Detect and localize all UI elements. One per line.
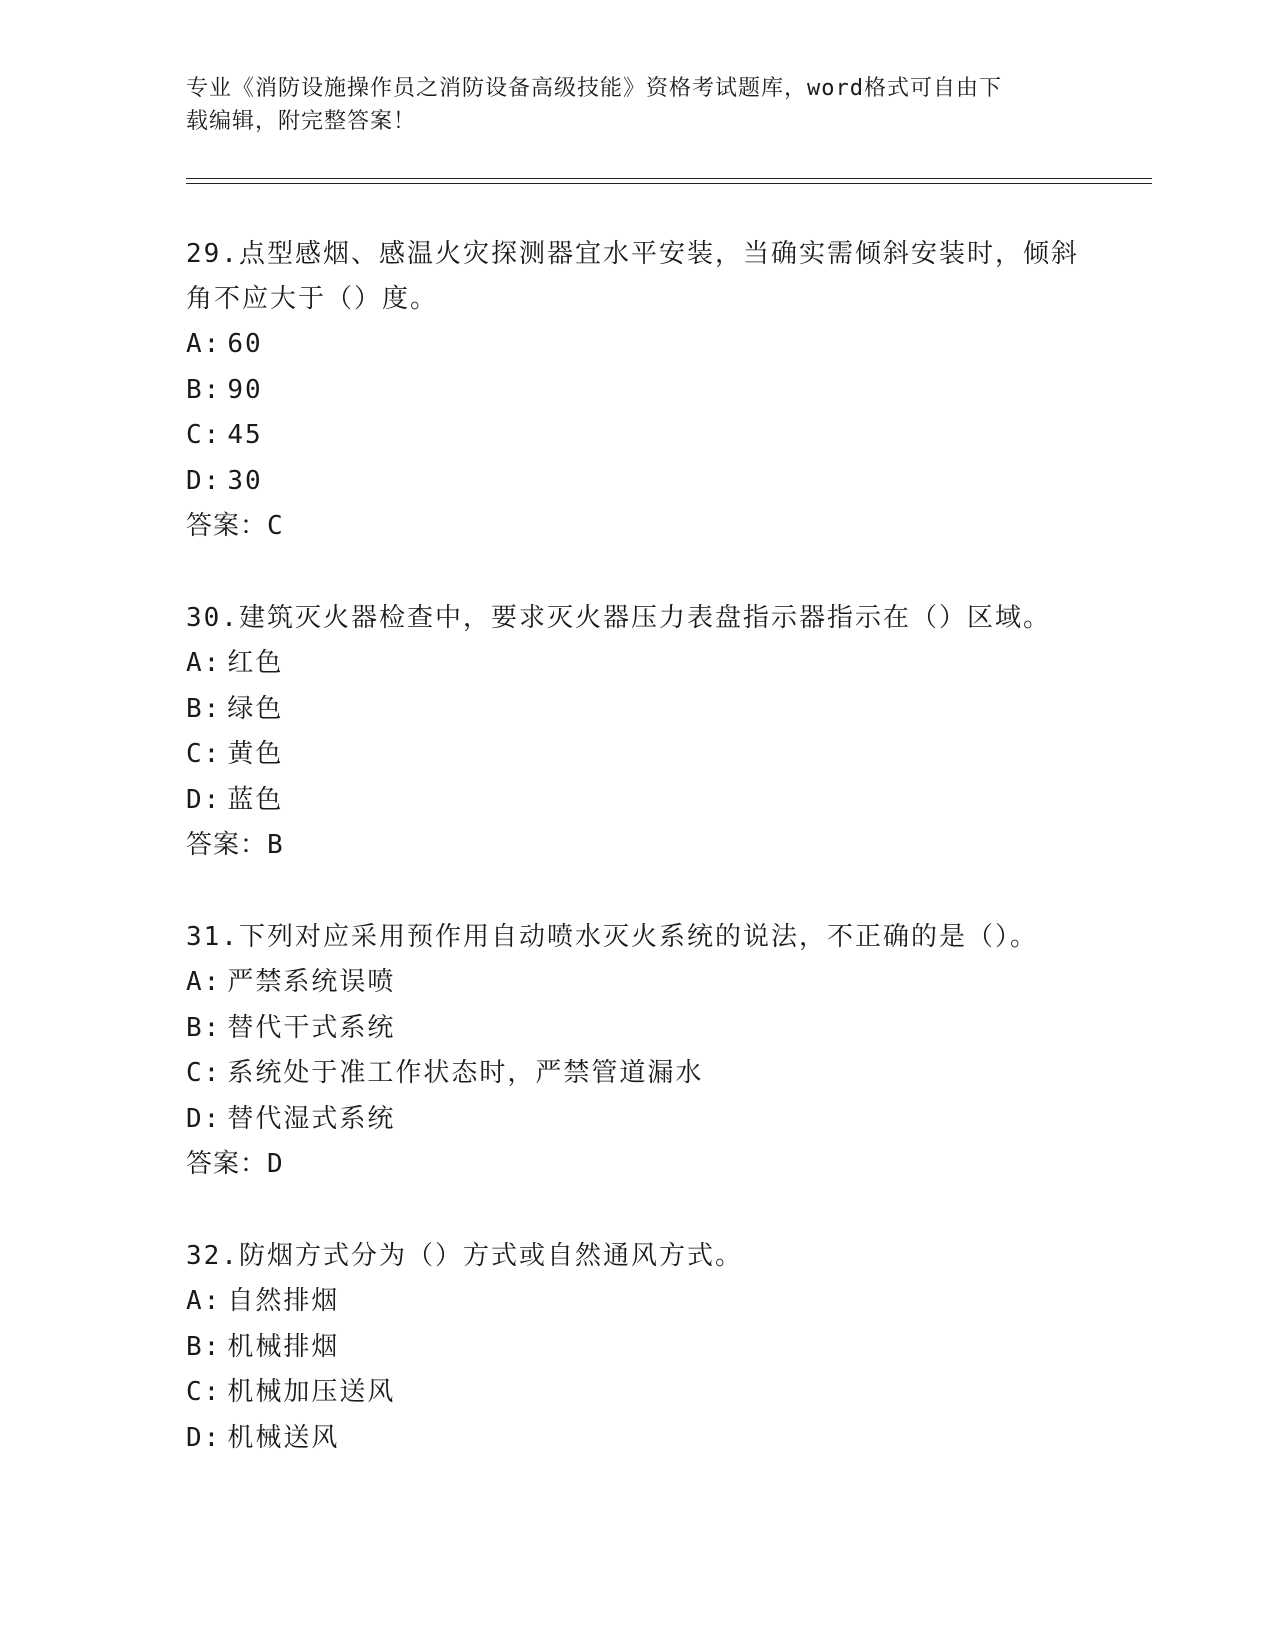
option-d xyxy=(186,778,1086,824)
option-text: 机械加压送风 xyxy=(227,1377,396,1407)
option-text: 30 xyxy=(227,465,263,496)
option-letter: D: xyxy=(186,465,222,496)
option-letter: A: xyxy=(186,967,222,997)
option-d xyxy=(186,1416,1086,1462)
option-letter: B: xyxy=(186,1331,222,1362)
option-letter: C: xyxy=(186,1058,222,1088)
answer-value: D xyxy=(267,1149,284,1179)
header-line-1: 专业《消防设施操作员之消防设备高级技能》资格考试题库，word格式可自由下 xyxy=(186,76,1002,101)
option-letter: D: xyxy=(186,784,222,815)
question-stem: 31.下列对应采用预作用自动喷水灭火系统的说法，不正确的是（）。 xyxy=(186,922,1038,952)
option-text: 替代干式系统 xyxy=(227,1012,396,1043)
option-c xyxy=(186,732,1086,778)
option-letter: B: xyxy=(186,693,222,724)
question-31 xyxy=(186,915,1086,1188)
header-divider-bottom xyxy=(186,183,1152,184)
option-letter: C: xyxy=(186,1377,222,1407)
answer-label: 答案： xyxy=(186,830,268,860)
answer-label: 答案： xyxy=(186,1149,268,1179)
option-letter: A: xyxy=(186,329,222,359)
option-text: 机械排烟 xyxy=(227,1331,340,1362)
option-b xyxy=(186,1006,1086,1052)
question-stem: 30.建筑灭火器检查中，要求灭火器压力表盘指示器指示在（）区域。 xyxy=(186,603,1051,633)
option-letter: A: xyxy=(186,1286,222,1316)
option-text: 45 xyxy=(227,420,263,450)
option-c xyxy=(186,413,1086,459)
document-header xyxy=(186,72,1086,138)
option-a xyxy=(186,960,1086,1006)
option-letter: C: xyxy=(186,739,222,769)
option-text: 绿色 xyxy=(227,693,284,724)
option-text: 蓝色 xyxy=(227,784,284,815)
option-c xyxy=(186,1051,1086,1097)
answer-line xyxy=(186,1142,1086,1188)
option-b xyxy=(186,1325,1086,1371)
option-a xyxy=(186,641,1086,687)
option-text: 红色 xyxy=(227,648,284,678)
header-line-2: 载编辑，附完整答案！ xyxy=(186,109,417,134)
option-text: 黄色 xyxy=(227,739,284,769)
question-stem: 32.防烟方式分为（）方式或自然通风方式。 xyxy=(186,1241,743,1271)
option-letter: A: xyxy=(186,648,222,678)
option-a xyxy=(186,322,1086,368)
option-text: 90 xyxy=(227,374,263,405)
question-32 xyxy=(186,1234,1086,1461)
option-a xyxy=(186,1279,1086,1325)
option-text: 自然排烟 xyxy=(227,1286,340,1316)
option-d xyxy=(186,1097,1086,1143)
option-text: 严禁系统误喷 xyxy=(227,967,396,997)
option-text: 替代湿式系统 xyxy=(227,1103,396,1134)
option-text: 60 xyxy=(227,329,263,359)
question-29 xyxy=(186,232,1086,550)
question-stem: 29.点型感烟、感温火灾探测器宜水平安装，当确实需倾斜安装时，倾斜角不应大于（）度。 xyxy=(186,239,1079,314)
option-c xyxy=(186,1370,1086,1416)
option-b xyxy=(186,368,1086,414)
answer-value: B xyxy=(267,830,284,860)
option-letter: D: xyxy=(186,1103,222,1134)
answer-line xyxy=(186,504,1086,550)
option-text: 机械送风 xyxy=(227,1422,340,1453)
answer-label: 答案： xyxy=(186,511,268,541)
option-letter: C: xyxy=(186,420,222,450)
option-letter: B: xyxy=(186,374,222,405)
question-30 xyxy=(186,596,1086,869)
answer-line xyxy=(186,823,1086,869)
answer-value: C xyxy=(267,511,284,541)
option-d xyxy=(186,459,1086,505)
option-letter: D: xyxy=(186,1422,222,1453)
option-b xyxy=(186,687,1086,733)
option-text: 系统处于准工作状态时，严禁管道漏水 xyxy=(227,1058,704,1088)
option-letter: B: xyxy=(186,1012,222,1043)
header-divider-top xyxy=(186,178,1152,179)
